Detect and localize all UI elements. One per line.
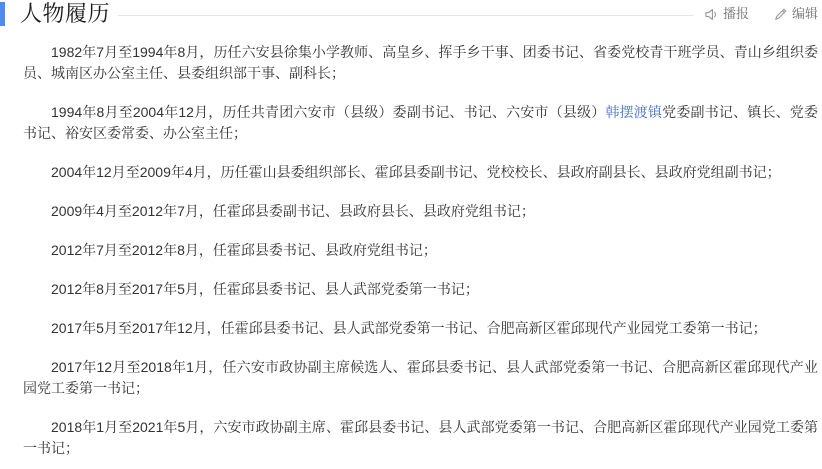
play-audio-label: 播报	[722, 6, 749, 21]
career-paragraph-2018-2021	[23, 417, 818, 459]
career-paragraph-2004-2009	[23, 162, 818, 183]
section-title: 人物履历	[20, 1, 111, 26]
header-actions	[704, 6, 818, 22]
career-paragraph-2017-05	[23, 318, 818, 339]
career-paragraph-1982-1994	[23, 42, 818, 84]
career-paragraph-2012-2017	[23, 279, 818, 300]
header-divider	[118, 15, 693, 16]
pencil-icon	[773, 7, 788, 22]
paragraph-text: 2004年12月至2009年4月，历任霍山县委组织部长、霍邱县委副书记、党校校长、县政府副县长、县政府党组副书记；	[51, 164, 781, 180]
speaker-icon	[704, 7, 719, 22]
career-paragraph-2009-2012	[23, 201, 818, 222]
edit-label: 编辑	[791, 6, 818, 21]
paragraph-text: 2018年1月至2021年5月，六安市政协副主席、霍邱县委书记、县人武部党委第一书记、合肥高新区霍邱现代产业园党工委第一书记；	[23, 419, 818, 456]
paragraph-text: 党委副书记、镇长、党委书记、裕安区委常委、办公室主任；	[23, 104, 819, 141]
play-audio-button[interactable]	[704, 6, 749, 22]
section-header	[0, 0, 822, 28]
paragraph-text: 1982年7月至1994年8月，历任六安县徐集小学教师、高皇乡、挥手乡干事、团委书记、省委党校青干班学员、青山乡组织委员、城南区办公室主任、县委组织部干事、副科长；	[23, 44, 818, 81]
career-history-body	[0, 42, 822, 459]
paragraph-text: 2017年5月至2017年12月，任霍邱县委书记、县人武部党委第一书记、合肥高新区霍邱现代产业园党工委第一书记；	[51, 320, 767, 336]
paragraph-text: 2012年8月至2017年5月，任霍邱县委书记、县人武部党委第一书记；	[51, 281, 479, 297]
paragraph-text: 2009年4月至2012年7月，任霍邱县委副书记、县政府县长、县政府党组书记；	[51, 203, 535, 219]
entry-link-hanbaiduzhen[interactable]: 韩摆渡镇	[605, 104, 663, 120]
edit-button[interactable]	[773, 6, 818, 22]
accent-bar	[0, 2, 5, 26]
career-paragraph-1994-2004	[23, 102, 818, 144]
career-paragraph-2017-12	[23, 357, 818, 399]
career-paragraph-2012-07	[23, 240, 818, 261]
paragraph-text: 1994年8月至2004年12月，历任共青团六安市（县级）委副书记、书记、六安市（县级）	[51, 104, 606, 120]
paragraph-text: 2012年7月至2012年8月，任霍邱县委书记、县政府党组书记；	[51, 242, 437, 258]
paragraph-text: 2017年12月至2018年1月，任六安市政协副主席候选人、霍邱县委书记、县人武部党委第一书记、合肥高新区霍邱现代产业园党工委第一书记；	[23, 359, 818, 396]
